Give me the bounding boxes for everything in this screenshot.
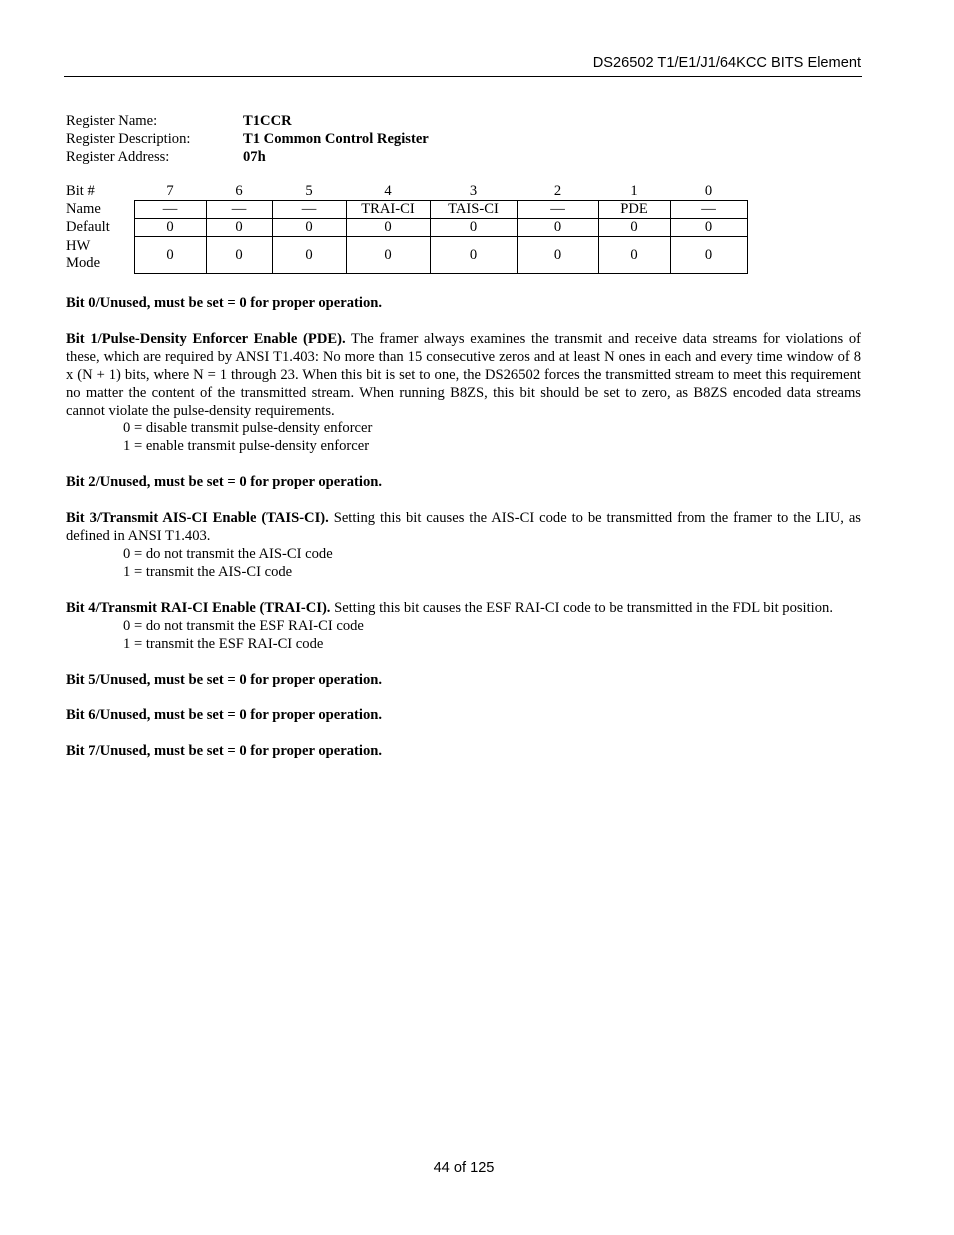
bit-hw-cell: 0 (134, 237, 206, 274)
bit6-description (66, 707, 861, 725)
bit-name-label: Name (66, 201, 101, 217)
bit-hw-cell: 0 (598, 237, 670, 274)
bit-number-cell: 1 (630, 183, 638, 199)
bit-default-cell: 0 (346, 219, 430, 237)
register-description-value: T1 Common Control Register (243, 131, 429, 147)
bit-default-cell: 0 (206, 219, 272, 237)
bit-number-cell: 3 (469, 183, 478, 199)
bit-hw-mode-row (64, 237, 747, 274)
bit-number-cell: 2 (553, 183, 562, 199)
bit4-title: Bit 4/Transmit RAI-CI Enable (TRAI-CI). (66, 599, 331, 616)
bit5-description (66, 672, 861, 690)
register-name-row (66, 112, 429, 130)
register-name-value: T1CCR (243, 113, 292, 129)
bit1-option-1: 1 = enable transmit pulse-density enforcer (123, 438, 370, 455)
register-info (66, 112, 429, 166)
bit-default-cell: 0 (134, 219, 206, 237)
bit-number-cell: 6 (235, 183, 243, 199)
bit-name-cell: — (272, 201, 346, 219)
bit-name-cell: PDE (598, 201, 670, 219)
bit2-title: Bit 2/Unused, must be set = 0 for proper operation. (66, 474, 383, 491)
bit1-description (66, 331, 861, 421)
register-address-value: 07h (243, 149, 266, 165)
bit3-option-1: 1 = transmit the AIS-CI code (123, 563, 293, 580)
page-number: 44 of 125 (433, 1160, 495, 1176)
bit4-text: Setting this bit causes the ESF RAI-CI code to be transmitted in the FDL bit position. (330, 599, 833, 616)
bit4-option-1: 1 = transmit the ESF RAI-CI code (123, 635, 324, 652)
bit6-title: Bit 6/Unused, must be set = 0 for proper operation. (66, 707, 383, 724)
bit-number-cell: 4 (384, 183, 392, 199)
bit-name-cell: — (134, 201, 206, 219)
bit-number-cell: 7 (166, 183, 174, 199)
bit0-description (66, 295, 861, 313)
bit-number-cell: 0 (704, 183, 713, 199)
bit3-text: Setting this bit causes the AIS-CI code to be transmitted from the framer to the LIU, as defined in ANSI T1.403. (66, 510, 861, 545)
bit-default-cell: 0 (517, 219, 598, 237)
bit-hw-cell: 0 (430, 237, 517, 274)
bit-number-label: Bit # (66, 183, 95, 200)
document-header-title: DS26502 T1/E1/J1/64KCC BITS Element (592, 55, 861, 71)
bit7-title: Bit 7/Unused, must be set = 0 for proper operation. (66, 743, 383, 760)
bit-hw-cell: 0 (517, 237, 598, 274)
register-bit-table (64, 183, 748, 274)
bit-default-cell: 0 (272, 219, 346, 237)
register-address-label: Register Address: (66, 149, 170, 165)
bit1-text: The framer always examines the transmit and receive data streams for violations of these, which are required by ANSI T1.403: No more than 15 consecutive zeros and at least N ones in each and every time window of 8 x (N + 1) bits, where N = 1 through 23. When this bit is set to one, the DS26502 forces the transmitted stream to meet this requirement no matter the content of the transmitted stream. When running B8ZS, this bit should be set to zero, as B8ZS encoded data streams cannot violate the pulse-density requirements. (66, 330, 861, 419)
bit1-option-0: 0 = disable transmit pulse-density enforcer (123, 420, 373, 437)
bit-default-label: Default (66, 219, 110, 235)
bit-name-cell: — (206, 201, 272, 219)
header-rule (64, 76, 862, 77)
bit3-option-0: 0 = do not transmit the AIS-CI code (123, 545, 333, 562)
hw-label-line1: HW (66, 238, 91, 254)
bit-name-row (64, 201, 747, 219)
bit-default-row (64, 219, 747, 237)
register-address-row (66, 148, 429, 166)
bit-default-cell: 0 (430, 219, 517, 237)
bit-hw-cell: 0 (346, 237, 430, 274)
bit3-description (66, 510, 861, 546)
bit0-title: Bit 0/Unused, must be set = 0 for proper operation. (66, 295, 383, 311)
bit-number-row (64, 183, 747, 201)
bit-hw-mode-label (64, 237, 134, 274)
bit7-description (66, 743, 861, 761)
bit-hw-cell: 0 (206, 237, 272, 274)
bit-name-cell: TAIS-CI (430, 201, 517, 219)
bit3-title: Bit 3/Transmit AIS-CI Enable (TAIS-CI). (66, 510, 329, 527)
bit-hw-cell: 0 (272, 237, 346, 274)
bit-default-cell: 0 (598, 219, 670, 237)
bit5-title: Bit 5/Unused, must be set = 0 for proper operation. (66, 671, 383, 688)
bit-hw-cell: 0 (670, 237, 747, 274)
bit4-option-0: 0 = do not transmit the ESF RAI-CI code (123, 617, 364, 634)
bit2-description (66, 474, 861, 492)
bit-default-cell: 0 (670, 219, 747, 237)
bit-name-cell: — (670, 201, 747, 219)
bit-descriptions (66, 295, 861, 761)
register-name-label: Register Name: (66, 113, 158, 129)
hw-label-line2: Mode (66, 255, 101, 271)
bit-name-cell: TRAI-CI (346, 201, 430, 219)
register-description-label: Register Description: (66, 131, 191, 147)
bit4-description (66, 600, 861, 618)
register-description-row (66, 130, 429, 148)
bit1-title: Bit 1/Pulse-Density Enforcer Enable (PDE). (66, 330, 346, 347)
bit-name-cell: — (517, 201, 598, 219)
bit-number-cell: 5 (305, 183, 313, 199)
